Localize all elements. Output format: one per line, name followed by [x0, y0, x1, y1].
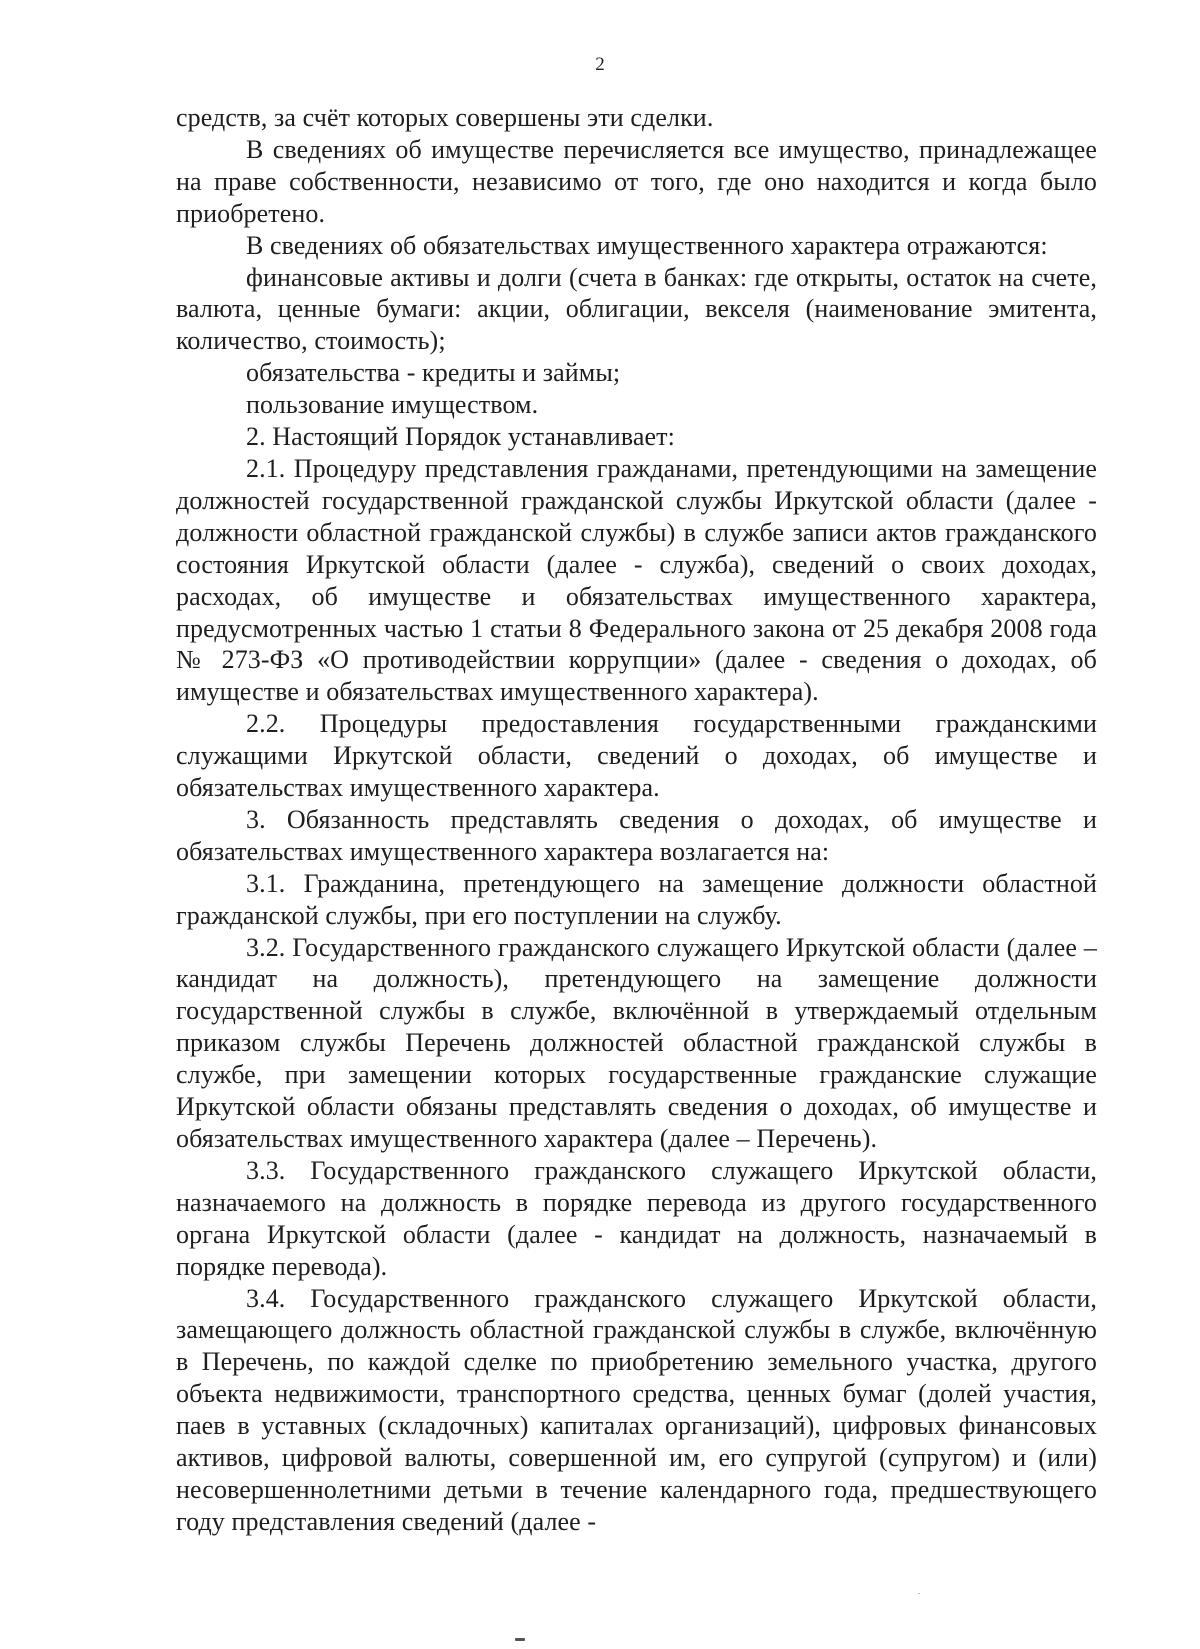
paragraph-3-3: 3.3. Государственного гражданского служащего Иркутской области, назначаемого на должность в порядке перевода из другого государственного органа Иркутской области (далее - кандидат на должность, назначаемый в порядке перевода). — [176, 1155, 1097, 1281]
paragraph-continuation: средств, за счёт которых совершены эти сделки. — [176, 103, 714, 132]
scan-mark — [515, 1638, 525, 1641]
paragraph-3-4: 3.4. Государственного гражданского служащего Иркутской области, замещающего должность областной гражданской службы в службе, включённую в Перечень, по каждой сделке по приобретению земельного участка, другого объекта недвижимости, транспортного средства, ценных бумаг (долей участия, паев в уставных (складочных) капиталах организаций), цифровых финансовых активов, цифровой валюты, совершенной им, его супругой (супругом) и (или) несовершеннолетними детьми в течение календарного года, предшествующего году представления сведений (далее - — [176, 1283, 1097, 1536]
paragraph-obligations-intro: В сведениях об обязательствах имущественного характера отражаются: — [246, 230, 1048, 260]
scan-speck — [918, 1593, 920, 1594]
paragraph-property-info: В сведениях об имуществе перечисляется все имущество, принадлежащее на праве собственности, независимо от того, где оно находится и когда было приобретено. — [176, 134, 1097, 228]
paragraph-financial-assets: финансовые активы и долги (счета в банках: где открыты, остаток на счете, валюта, ценные бумаги: акции, облигации, векселя (наименование эмитента, количество, стоимость); — [176, 262, 1097, 356]
paragraph-2-2: 2.2. Процедуры предоставления государственными гражданскими служащими Иркутской области, сведений о доходах, об имуществе и обязательствах имущественного характера. — [176, 709, 1097, 803]
paragraph-2-1: 2.1. Процедуру представления гражданами, претендующими на замещение должностей государственной гражданской службы Иркутской области (далее - должности областной гражданской службы) в службе записи актов гражданского состояния Иркутской области (далее - служба), сведений о своих доходах, расходах, об имуществе и обязательствах имущественного характера, предусмотренных частью 1 статьи 8 Федерального закона от 25 декабря 2008 года № 273-ФЗ «О противодействии коррупции» (далее - сведения о доходах, об имуществе и обязательствах имущественного характера). — [176, 453, 1097, 707]
page-number: 2 — [595, 54, 605, 75]
paragraph-property-use: пользование имуществом. — [246, 390, 539, 420]
paragraph-section-3: 3. Обязанность представлять сведения о доходах, об имуществе и обязательствах имущественного характера возлагается на: — [176, 804, 1097, 866]
paragraph-section-2: 2. Настоящий Порядок устанавливает: — [246, 422, 675, 452]
paragraph-3-1: 3.1. Гражданина, претендующего на замещение должности областной гражданской службы, при его поступлении на службу. — [176, 868, 1097, 930]
paragraph-3-2: 3.2. Государственного гражданского служащего Иркутской области (далее – кандидат на должность), претендующего на замещение должности государственной службы в службе, включённой в утверждаемый отдельным приказом службы Перечень должностей областной гражданской службы в службе, при замещении которых государственные гражданские служащие Иркутской области обязаны представлять сведения о доходах, об имуществе и обязательствах имущественного характера (далее – Перечень). — [176, 932, 1097, 1153]
paragraph-credits-loans: обязательства - кредиты и займы; — [246, 358, 621, 388]
document-body — [176, 102, 1097, 1538]
